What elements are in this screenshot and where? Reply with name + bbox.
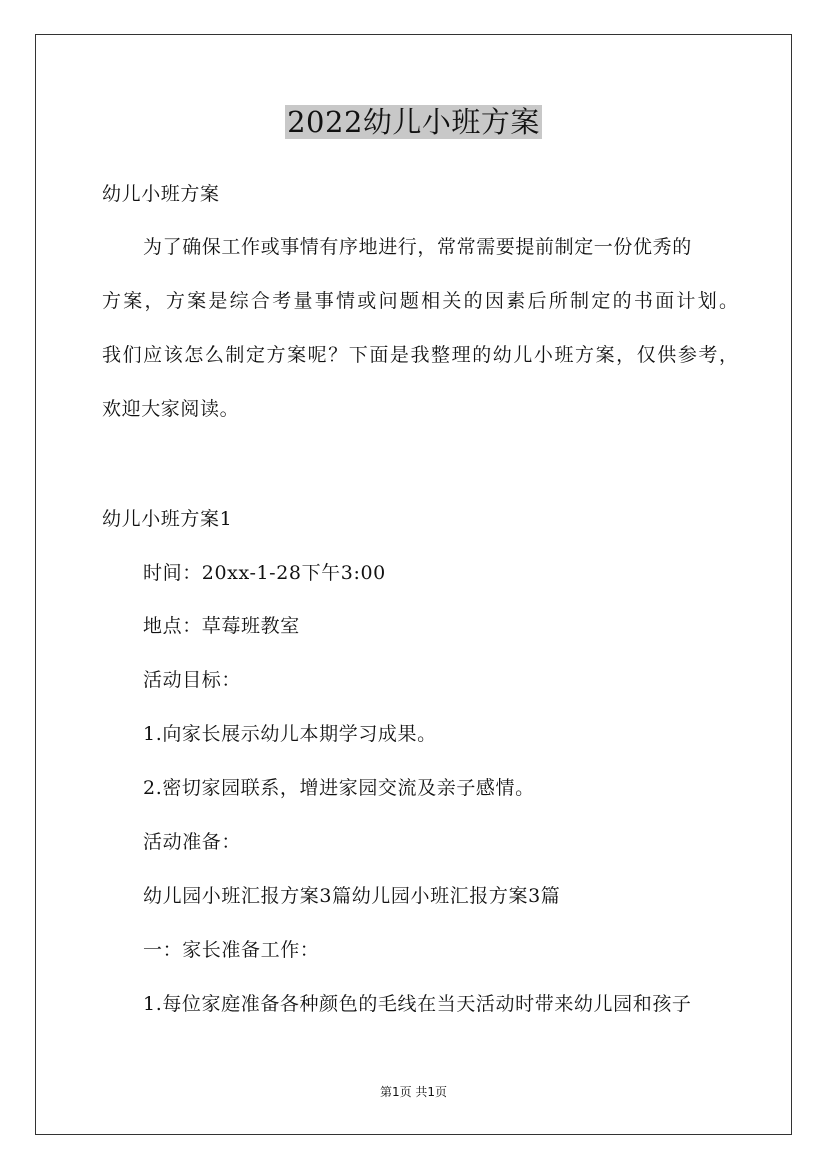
document-title-text: 2022幼儿小班方案 xyxy=(287,105,540,139)
document-title xyxy=(0,100,827,144)
intro-line-1: 为了确保工作或事情有序地进行，常常需要提前制定一份优秀的 xyxy=(143,236,692,258)
body-line-parent-prep: 一：家长准备工作： xyxy=(143,939,320,961)
intro-line-2: 方案，方案是综合考量事情或问题相关的因素后所制定的书面计划。 xyxy=(102,290,738,312)
body-line-location: 地点：草莓班教室 xyxy=(143,615,300,637)
section-heading: 幼儿小班方案1 xyxy=(102,508,233,530)
document-subtitle: 幼儿小班方案 xyxy=(102,183,220,205)
body-line-goals-heading: 活动目标： xyxy=(143,669,242,691)
intro-line-3: 我们应该怎么制定方案呢？下面是我整理的幼儿小班方案，仅供参考， xyxy=(102,344,738,366)
body-line-prep-heading: 活动准备： xyxy=(143,831,242,853)
body-line-prep-item-1: 1.每位家庭准备各种颜色的毛线在当天活动时带来幼儿园和孩子 xyxy=(143,993,692,1015)
body-line-goal-1: 1.向家长展示幼儿本期学习成果。 xyxy=(143,723,437,745)
body-line-plan-ref: 幼儿园小班汇报方案3篇幼儿园小班汇报方案3篇 xyxy=(143,885,561,907)
page-footer: 第1页 共1页 xyxy=(379,1085,448,1099)
intro-line-4: 欢迎大家阅读。 xyxy=(102,398,240,420)
body-line-time: 时间：20xx-1-28下午3:00 xyxy=(143,562,386,584)
body-line-goal-2: 2.密切家园联系，增进家园交流及亲子感情。 xyxy=(143,777,535,799)
